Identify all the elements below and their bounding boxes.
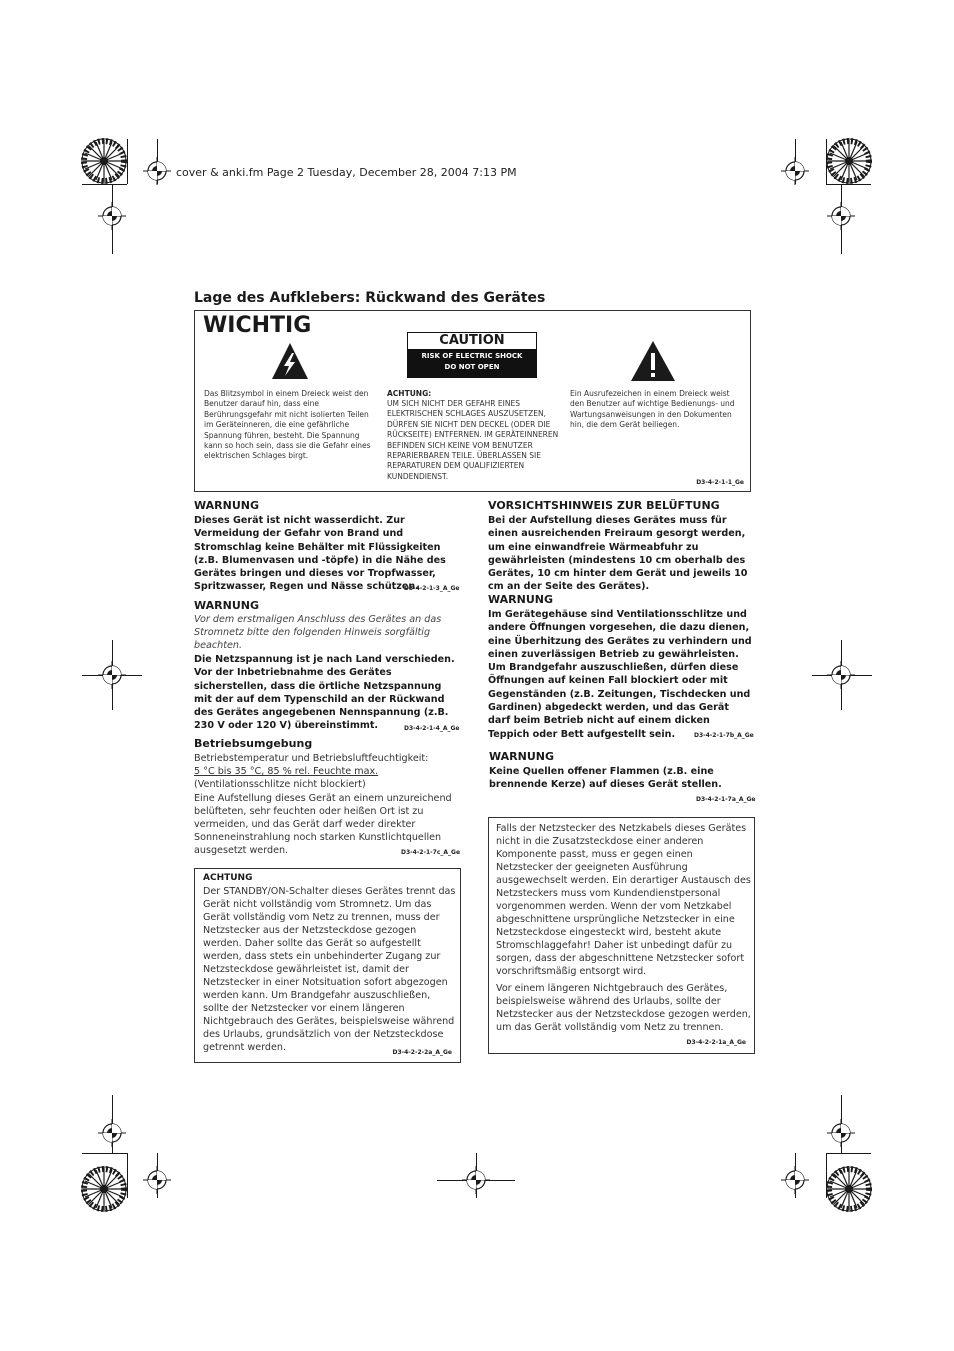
file-info-header: cover & anki.fm Page 2 Tuesday, December 28, 2004 7:13 PM xyxy=(176,166,517,179)
wichtig-label-box xyxy=(194,310,751,492)
achtung-text: UM SICH NICHT DER GEFAHR EINES ELEKTRISCHEN SCHLAGES AUSZUSETZEN, DÜRFEN SIE NICHT DEN DECKEL (ODER DIE RÜCKSEITE) ENTFERNEN. IM GERÄTEINNEREN BEFINDEN SICH KEINE VOM BENUTZER REPARIERBAREN TEILE. ÜBERLASSEN SIE REPARATUREN DEM QUALIFIZIERTEN KUNDENDIENST. xyxy=(387,399,559,481)
warnung-4-text: Keine Quellen offener Flammen (z.B. eine brennende Kerze) auf dieses Gerät stellen. xyxy=(489,766,722,791)
target-left-lower xyxy=(98,1119,126,1147)
target-left-upper xyxy=(98,202,126,230)
env-code: D3-4-2-1-7c_A_Ge xyxy=(401,849,461,856)
caution-sub-2: DO NOT OPEN xyxy=(444,363,500,371)
exclamation-explanation: Ein Ausrufezeichen in einem Dreieck weist den Benutzer auf wichtige Bedienungs- und Wartungsanweisungen in den Dokumenten hin, die dem Gerät beiliegen. xyxy=(570,389,735,430)
achtung-label: ACHTUNG: xyxy=(387,389,432,398)
warnung-3-text: Im Gerätegehäuse sind Ventilationsschlitze und andere Öffnungen vorgesehen, die dazu dienen, eine Überhitzung des Gerätes zu verhindern und einen zuverlässigen Betrieb zu gewährleisten. Um Brandgefahr auszuschließen, dürfen diese Öffnungen auf keinen Fall blockiert oder mit Gegenständen (z.B. Zeitungen, Tischdecken und Gardinen) abgedeckt werden, und das Gerät darf beim Betrieb nicht auf einem dicken Teppich oder Bett aufgestellt sein. xyxy=(488,609,752,740)
achtung-box-code: D3-4-2-2-2a_A_Ge xyxy=(392,1049,452,1056)
wichtig-heading: WICHTIG xyxy=(203,313,312,338)
caution-title: CAUTION xyxy=(408,333,536,349)
registration-star-top-left xyxy=(82,139,126,183)
warnung-1-heading: WARNUNG xyxy=(194,499,259,512)
warnung-2-text: Die Netzspannung ist je nach Land verschieden. Vor der Inbetriebnahme des Gerätes sicherstellen, dass die örtliche Netzspannung mit der auf dem Typenschild an der Rückwand des Gerätes angegebenen Nennspannung (z.B. 230 V oder 120 V) übereinstimmt. xyxy=(194,654,455,732)
target-top-right xyxy=(781,157,809,185)
lightning-warning-icon xyxy=(270,341,310,381)
registration-star-bottom-right xyxy=(827,1167,871,1211)
page-title: Lage des Aufklebers: Rückwand des Gerätes xyxy=(194,290,546,306)
env-line-1: Betriebstemperatur und Betriebsluftfeuchtigkeit: xyxy=(194,753,429,764)
warnung-2-code: D3-4-2-1-4_A_Ge xyxy=(404,725,460,732)
vorsichtshinweis-text: Bei der Aufstellung dieses Gerätes muss für einen ausreichenden Freiraum gesorgt werden, um eine einwandfreie Wärmeabfuhr zu gewährleisten (mindestens 10 cm oberhalb des Gerätes, 10 cm hinter dem Gerät und jeweils 10 cm an der Seite des Gerätes). xyxy=(488,515,748,593)
warnung-4-code: D3-4-2-1-7a_A_Ge xyxy=(696,796,756,803)
achtung-box-heading: ACHTUNG xyxy=(203,873,253,883)
netzstecker-text-2: Vor einem längeren Nichtgebrauch des Gerätes, beispielsweise während des Urlaubs, sollte der Netzstecker aus der Netzsteckdose gezogen werden, um das Gerät vollständig vom Netz zu trennen. xyxy=(496,983,751,1033)
vorsichtshinweis-heading: VORSICHTSHINWEIS ZUR BELÜFTUNG xyxy=(488,499,720,512)
env-line-2: 5 °C bis 35 °C, 85 % rel. Feuchte max. xyxy=(194,766,379,777)
warnung-2-intro: Vor dem erstmaligen Anschluss des Gerätes an das Stromnetz bitte den folgenden Hinweis sorgfältig beachten. xyxy=(194,614,442,651)
target-right-lower xyxy=(827,1119,855,1147)
target-left-middle xyxy=(98,661,126,689)
warnung-4-heading: WARNUNG xyxy=(489,750,554,763)
env-line-3: (Ventilationsschlitze nicht blockiert) xyxy=(194,779,366,790)
netzstecker-box xyxy=(488,817,755,1054)
achtung-box xyxy=(194,868,461,1063)
lightning-explanation: Das Blitzsymbol in einem Dreieck weist den Benutzer darauf hin, dass eine Berührungsgefahr mit nicht isolierten Teilen im Geräteinneren, die eine gefährliche Spannung führen, besteht. Die Spannung kann so hoch sein, dass sie die Gefahr eines elektrischen Schlages birgt. xyxy=(204,389,371,461)
betriebsumgebung-heading: Betriebsumgebung xyxy=(194,737,313,750)
target-top-left xyxy=(143,157,171,185)
warnung-3-code: D3-4-2-1-7b_A_Ge xyxy=(694,732,754,739)
target-right-middle xyxy=(827,661,855,689)
achtung-box-text: Der STANDBY/ON-Schalter dieses Gerätes trennt das Gerät nicht vollständig vom Stromnetz. Um das Gerät vollständig vom Netz zu trennen, muss der Netzstecker aus der Netzsteckdose gezogen werden. Daher sollte das Gerät so aufgestellt werden, dass stets ein unbehinderter Zugang zur Netzsteckdose gewährleistet ist, damit der Netzstecker in einer Notsituation sofort abgezogen werden kann. Um Brandgefahr auszuschließen, sollte der Netzstecker vor einem längeren Nichtgebrauch des Gerätes, beispielsweise während des Urlaubs, grundsätzlich von der Netzsteckdose getrennt werden. xyxy=(203,886,456,1053)
registration-star-top-right xyxy=(827,139,871,183)
target-bottom-center xyxy=(462,1166,490,1194)
caution-label xyxy=(407,332,537,378)
wichtig-code: D3-4-2-1-1_Ge xyxy=(696,479,744,486)
exclamation-warning-icon xyxy=(629,339,677,383)
warnung-3-heading: WARNUNG xyxy=(488,593,553,606)
registration-star-bottom-left xyxy=(82,1167,126,1211)
caution-sub-1: RISK OF ELECTRIC SHOCK xyxy=(421,352,523,360)
netzstecker-text-1: Falls der Netzstecker des Netzkabels dieses Gerätes nicht in die Zusatzsteckdose einer anderen Komponente passt, muss er gegen einen Netzstecker der geeigneten Ausführung ausgewechselt werden. Ein derartiger Austausch des Netzsteckers muss vom Kundendienstpersonal vorgenommen werden. Wenn der vom Netzkabel abgeschnittene ursprüngliche Netzstecker in eine Netzsteckdose eingesteckt wird, besteht akute Stromschlaggefahr! Daher ist unbedingt dafür zu sorgen, dass der abgeschnittene Netzstecker sofort vorschriftsmäßig entsorgt wird. xyxy=(496,823,751,977)
target-right-upper xyxy=(827,202,855,230)
target-bottom-right xyxy=(781,1166,809,1194)
warnung-2-heading: WARNUNG xyxy=(194,599,259,612)
netzstecker-code: D3-4-2-2-1a_A_Ge xyxy=(686,1039,746,1046)
target-bottom-left xyxy=(143,1166,171,1194)
warnung-1-code: D3-4-2-1-3_A_Ge xyxy=(404,585,460,592)
env-text: Eine Aufstellung dieses Gerät an einem unzureichend belüfteten, sehr feuchten oder heißen Ort ist zu vermeiden, und das Gerät darf weder direkter Sonneneinstrahlung noch starken Kunstlichtquellen ausgesetzt werden. xyxy=(194,793,452,856)
warnung-1-text: Dieses Gerät ist nicht wasserdicht. Zur Vermeidung der Gefahr von Brand und Stromschlag keine Behälter mit Flüssigkeiten (z.B. Blumenvasen und -töpfe) in die Nähe des Gerätes bringen und dieses vor Tropfwasser, Spritzwasser, Regen und Nässe schützen. xyxy=(194,515,446,593)
